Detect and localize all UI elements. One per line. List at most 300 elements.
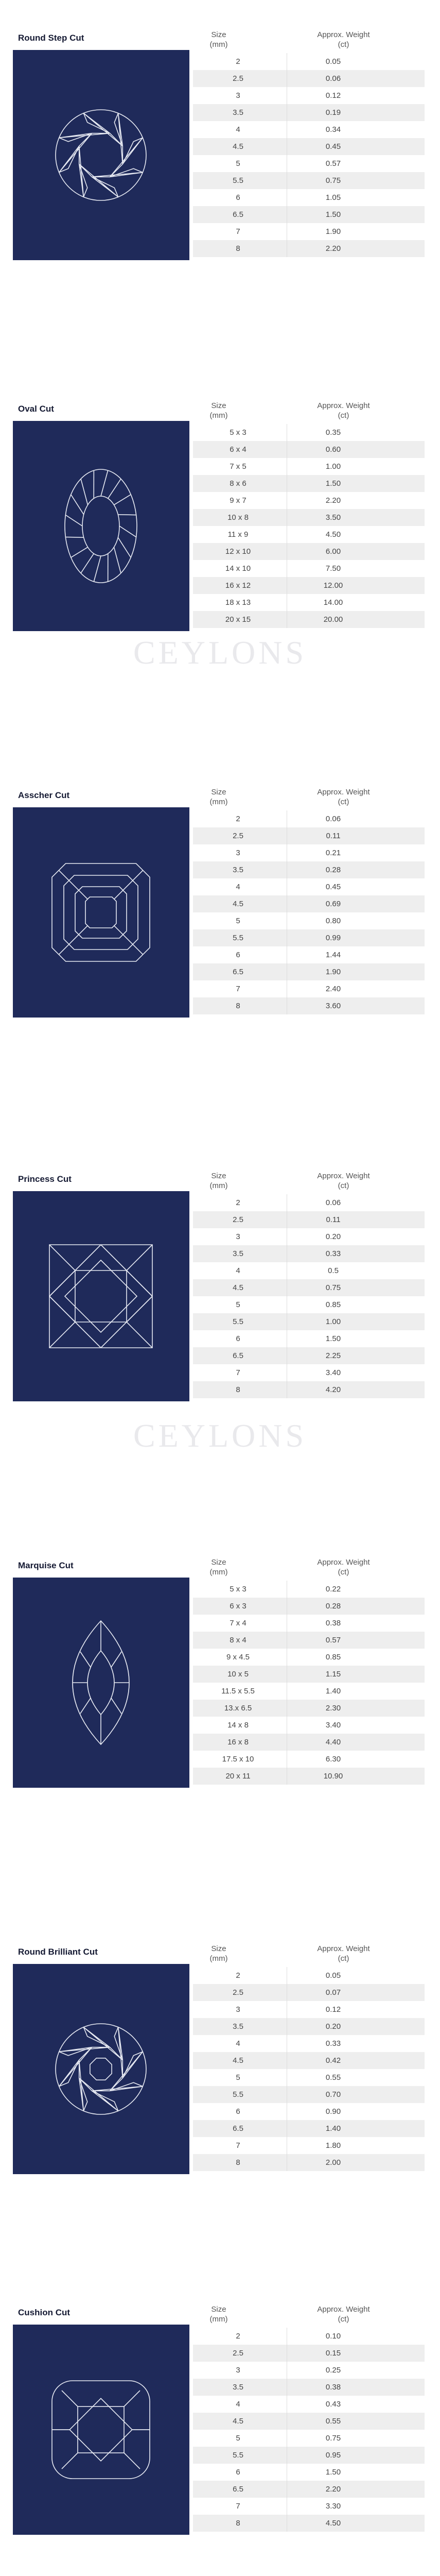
table-row: [193, 827, 425, 844]
weight-cell: 0.05: [325, 57, 341, 66]
size-cell: 3: [236, 849, 240, 857]
size-column-header: [196, 1171, 242, 1191]
size-cell: 17.5 x 10: [222, 1755, 254, 1764]
table-row: [193, 594, 425, 611]
size-cell: 4.5: [233, 2056, 243, 2065]
table-row: [193, 87, 425, 104]
size-cell: 11 x 9: [227, 530, 249, 539]
size-cell: 6: [236, 1334, 240, 1343]
table-row: [193, 1228, 425, 1245]
weight-cell: 0.45: [325, 883, 341, 891]
weight-cell: 0.15: [325, 2349, 341, 2358]
table-row: [193, 2052, 425, 2069]
weight-cell: 1.90: [325, 968, 341, 976]
weight-cell: 0.57: [325, 1636, 341, 1645]
weight-column-header: [298, 401, 389, 420]
table-row: [193, 929, 425, 946]
size-cell: 2: [236, 57, 240, 66]
weight-cell: 1.05: [325, 193, 341, 202]
weight-cell: 20.00: [323, 615, 343, 624]
cut-section: [0, 1141, 440, 1450]
table-row: [193, 1717, 425, 1734]
table-row: [193, 1364, 425, 1381]
table-row: [193, 2362, 425, 2379]
size-column-header: [196, 787, 242, 807]
size-cell: 4: [236, 1266, 240, 1275]
weight-cell: 2.25: [325, 1351, 341, 1360]
weight-cell: 0.95: [325, 2451, 341, 2460]
cut-diagram-panel: [13, 1578, 189, 1788]
table-row: [193, 1598, 425, 1615]
size-cell: 7: [236, 227, 240, 236]
table-row: [193, 1194, 425, 1211]
table-row: [193, 2137, 425, 2154]
size-cell: 4.5: [233, 1283, 243, 1292]
table-row: [193, 946, 425, 963]
table-row: [193, 2464, 425, 2481]
table-row: [193, 810, 425, 827]
size-cell: 7 x 4: [230, 1619, 247, 1628]
weight-header-label: Approx. Weight: [317, 2305, 370, 2314]
cut-section: [0, 1528, 440, 1837]
weight-cell: 4.20: [325, 1385, 341, 1394]
size-cell: 20 x 15: [225, 615, 251, 624]
weight-cell: 0.75: [325, 176, 341, 185]
asscher-cut-illustration: [52, 863, 150, 961]
size-cell: 4: [236, 2039, 240, 2048]
weight-cell: 0.06: [325, 74, 341, 83]
ceylons-watermark: CEYLONS: [133, 1417, 307, 1454]
weight-cell: 0.45: [325, 142, 341, 151]
table-row: [193, 2447, 425, 2464]
size-cell: 6.5: [233, 968, 243, 976]
size-header-unit: (mm): [209, 1568, 228, 1577]
size-cell: 5.5: [233, 176, 243, 185]
cut-title: Round Brilliant Cut: [18, 1947, 98, 1957]
weight-cell: 4.50: [325, 2519, 341, 2528]
weight-cell: 3.50: [325, 513, 341, 522]
table-row: [193, 155, 425, 172]
weight-cell: 0.10: [325, 2332, 341, 2341]
size-cell: 4.5: [233, 142, 243, 151]
size-column-header: [196, 1557, 242, 1577]
table-row: [193, 1632, 425, 1649]
weight-cell: 0.57: [325, 159, 341, 168]
size-cell: 5 x 3: [230, 428, 247, 437]
weight-cell: 7.50: [325, 564, 341, 573]
size-cell: 5: [236, 159, 240, 168]
cut-diagram-panel: [13, 421, 189, 631]
weight-cell: 1.50: [325, 1334, 341, 1343]
weight-cell: 1.80: [325, 2141, 341, 2150]
size-cell: 3.5: [233, 866, 243, 874]
size-cell: 8: [236, 2158, 240, 2167]
size-cell: 20 x 11: [225, 1772, 251, 1781]
princess-cut-illustration: [49, 1245, 152, 1348]
size-cell: 3: [236, 2005, 240, 2014]
table-row: [193, 1734, 425, 1751]
table-row: [193, 424, 425, 441]
size-cell: 5: [236, 1300, 240, 1309]
weight-cell: 0.11: [326, 1215, 341, 1224]
table-row: [193, 2379, 425, 2396]
marquise-cut-illustration: [73, 1621, 129, 1744]
cut-diagram-panel: [13, 807, 189, 1018]
ceylons-watermark: CEYLONS: [133, 634, 307, 671]
table-row: [193, 2345, 425, 2362]
table-row: [193, 861, 425, 878]
size-column-header: [196, 401, 242, 420]
weight-cell: 0.33: [325, 1249, 341, 1258]
table-row: [193, 1967, 425, 1984]
weight-cell: 0.42: [325, 2056, 341, 2065]
size-cell: 4.5: [233, 900, 243, 908]
weight-cell: 14.00: [323, 598, 343, 607]
weight-cell: 0.75: [325, 1283, 341, 1292]
size-cell: 12 x 10: [225, 547, 251, 556]
weight-cell: 0.20: [325, 1232, 341, 1241]
size-cell: 6.5: [233, 210, 243, 219]
size-cell: 2: [236, 1198, 240, 1207]
weight-cell: 0.19: [325, 108, 341, 117]
size-cell: 4: [236, 883, 240, 891]
size-cell: 7 x 5: [230, 462, 247, 471]
weight-header-label: Approx. Weight: [317, 30, 370, 39]
table-row: [193, 2413, 425, 2430]
weight-header-label: Approx. Weight: [317, 788, 370, 796]
weight-column-header: [298, 787, 389, 807]
size-cell: 7: [236, 2502, 240, 2511]
table-row: [193, 980, 425, 997]
table-row: [193, 526, 425, 543]
table-row: [193, 1347, 425, 1364]
table-row: [193, 1330, 425, 1347]
table-row: [193, 70, 425, 87]
table-row: [193, 104, 425, 121]
weight-header-unit: (ct): [338, 40, 349, 49]
table-row: [193, 1211, 425, 1228]
cut-title: Princess Cut: [18, 1174, 72, 1184]
size-cell: 3.5: [233, 2383, 243, 2392]
weight-header-unit: (ct): [338, 1181, 349, 1190]
weight-cell: 0.06: [325, 1198, 341, 1207]
size-cell: 5.5: [233, 1317, 243, 1326]
weight-cell: 0.55: [325, 2073, 341, 2082]
cut-title: Round Step Cut: [18, 33, 84, 43]
cut-diagram-panel: [13, 1964, 189, 2174]
table-row: [193, 543, 425, 560]
weight-cell: 0.55: [325, 2417, 341, 2426]
size-cell: 6: [236, 951, 240, 959]
size-cell: 5: [236, 2434, 240, 2443]
weight-cell: 6.00: [325, 547, 341, 556]
weight-column-header: [298, 1171, 389, 1191]
table-row: [193, 2035, 425, 2052]
weight-cell: 3.30: [325, 2502, 341, 2511]
size-cell: 8: [236, 1385, 240, 1394]
size-column-header: [196, 2304, 242, 2324]
weight-cell: 1.40: [325, 2124, 341, 2133]
size-column-header: [196, 30, 242, 49]
size-cell: 8: [236, 2519, 240, 2528]
weight-header-unit: (ct): [338, 1954, 349, 1963]
weight-cell: 1.00: [325, 462, 341, 471]
table-row: [193, 2515, 425, 2532]
size-cell: 14 x 10: [225, 564, 251, 573]
table-row: [193, 1683, 425, 1700]
table-row: [193, 240, 425, 257]
size-cell: 6.5: [233, 1351, 243, 1360]
cut-diagram: [13, 1191, 189, 1401]
cut-section: [0, 371, 440, 680]
table-row: [193, 2069, 425, 2086]
size-cell: 4: [236, 2400, 240, 2409]
size-cell: 10 x 8: [227, 513, 249, 522]
size-cell: 8 x 6: [230, 479, 247, 488]
size-cell: 3.5: [233, 1249, 243, 1258]
table-row: [193, 1245, 425, 1262]
cut-diagram: [13, 1964, 189, 2174]
oval-cut-illustration: [65, 469, 137, 583]
size-cell: 2: [236, 1971, 240, 1980]
size-cell: 6 x 4: [230, 445, 247, 454]
table-row: [193, 2120, 425, 2137]
table-row: [193, 963, 425, 980]
size-cell: 4.5: [233, 2417, 243, 2426]
size-header-label: Size: [211, 1944, 226, 1953]
weight-cell: 0.28: [325, 1602, 341, 1611]
size-cell: 14 x 8: [227, 1721, 249, 1730]
weight-cell: 0.38: [325, 2383, 341, 2392]
weight-cell: 10.90: [323, 1772, 343, 1781]
cut-diagram: [13, 50, 189, 260]
table-row: [193, 912, 425, 929]
table-row: [193, 2481, 425, 2498]
round-cut-illustration: [56, 110, 146, 200]
table-row: [193, 1768, 425, 1785]
size-cell: 6: [236, 2468, 240, 2477]
cut-section: [0, 1914, 440, 2223]
cut-diagram: [13, 1578, 189, 1788]
weight-cell: 4.40: [325, 1738, 341, 1747]
weight-header-label: Approx. Weight: [317, 1172, 370, 1180]
weight-column-header: [298, 1557, 389, 1577]
weight-cell: 1.00: [325, 1317, 341, 1326]
weight-cell: 0.35: [325, 428, 341, 437]
table-row: [193, 1262, 425, 1279]
table-row: [193, 441, 425, 458]
size-cell: 3: [236, 1232, 240, 1241]
weight-cell: 4.50: [325, 530, 341, 539]
size-cell: 3: [236, 2366, 240, 2375]
size-cell: 4: [236, 125, 240, 134]
weight-column-header: [298, 30, 389, 49]
cut-section: [0, 0, 440, 309]
table-row: [193, 1751, 425, 1768]
size-cell: 5 x 3: [230, 1585, 247, 1594]
table-row: [193, 223, 425, 240]
weight-cell: 6.30: [325, 1755, 341, 1764]
size-header-unit: (mm): [209, 1181, 228, 1190]
size-cell: 6: [236, 193, 240, 202]
weight-cell: 1.15: [325, 1670, 341, 1679]
weight-cell: 1.44: [325, 951, 341, 959]
size-header-unit: (mm): [209, 2315, 228, 2324]
weight-cell: 1.90: [325, 227, 341, 236]
size-cell: 13.x 6.5: [224, 1704, 252, 1713]
weight-cell: 0.70: [325, 2090, 341, 2099]
cut-diagram: [13, 421, 189, 631]
size-header-label: Size: [211, 1558, 226, 1567]
size-cell: 2.5: [233, 74, 243, 83]
table-row: [193, 895, 425, 912]
table-row: [193, 844, 425, 861]
weight-cell: 0.12: [325, 91, 341, 100]
cut-title: Cushion Cut: [18, 2308, 71, 2317]
weight-cell: 1.50: [325, 2468, 341, 2477]
brilliant-cut-illustration: [56, 2024, 146, 2114]
cut-title: Marquise Cut: [18, 1561, 74, 1570]
weight-cell: 12.00: [323, 581, 343, 590]
weight-cell: 0.38: [325, 1619, 341, 1628]
table-row: [193, 2018, 425, 2035]
weight-cell: 0.80: [325, 917, 341, 925]
size-header-unit: (mm): [209, 798, 228, 806]
weight-cell: 0.34: [325, 125, 341, 134]
weight-cell: 0.75: [325, 2434, 341, 2443]
weight-column-header: [298, 1944, 389, 1963]
weight-cell: 2.00: [325, 2158, 341, 2167]
size-cell: 16 x 8: [227, 1738, 249, 1747]
size-cell: 2.5: [233, 1988, 243, 1997]
weight-cell: 3.40: [325, 1368, 341, 1377]
weight-cell: 2.20: [325, 244, 341, 253]
table-row: [193, 189, 425, 206]
table-row: [193, 53, 425, 70]
weight-header-label: Approx. Weight: [317, 1944, 370, 1953]
size-header-label: Size: [211, 1172, 226, 1180]
size-cell: 5: [236, 2073, 240, 2082]
table-row: [193, 121, 425, 138]
weight-header-label: Approx. Weight: [317, 1558, 370, 1567]
size-cell: 2: [236, 815, 240, 823]
cut-diagram: [13, 807, 189, 1018]
table-row: [193, 2328, 425, 2345]
size-header-unit: (mm): [209, 411, 228, 420]
weight-cell: 0.25: [325, 2366, 341, 2375]
cut-diagram: [13, 2325, 189, 2535]
weight-cell: 0.12: [325, 2005, 341, 2014]
cut-title: Oval Cut: [18, 404, 54, 414]
weight-cell: 0.85: [325, 1653, 341, 1662]
table-row: [193, 509, 425, 526]
size-header-label: Size: [211, 788, 226, 796]
table-row: [193, 2154, 425, 2171]
size-cell: 2.5: [233, 832, 243, 840]
size-cell: 2.5: [233, 1215, 243, 1224]
weight-cell: 3.60: [325, 1002, 341, 1010]
size-header-unit: (mm): [209, 40, 228, 49]
cut-diagram-panel: [13, 1191, 189, 1401]
size-cell: 2: [236, 2332, 240, 2341]
size-cell: 3: [236, 91, 240, 100]
table-row: [193, 206, 425, 223]
weight-cell: 3.40: [325, 1721, 341, 1730]
table-row: [193, 1666, 425, 1683]
size-header-label: Size: [211, 401, 226, 410]
weight-cell: 0.21: [325, 849, 341, 857]
weight-cell: 2.20: [325, 2485, 341, 2494]
weight-cell: 0.11: [326, 832, 341, 840]
table-row: [193, 997, 425, 1014]
weight-cell: 1.50: [325, 210, 341, 219]
table-row: [193, 1984, 425, 2001]
size-cell: 7: [236, 985, 240, 993]
weight-cell: 2.40: [325, 985, 341, 993]
size-cell: 18 x 13: [225, 598, 251, 607]
size-cell: 11.5 x 5.5: [221, 1687, 255, 1696]
table-row: [193, 1313, 425, 1330]
weight-cell: 0.05: [325, 1971, 341, 1980]
size-cell: 16 x 12: [225, 581, 251, 590]
weight-cell: 0.60: [325, 445, 341, 454]
table-row: [193, 1649, 425, 1666]
cut-diagram-panel: [13, 2325, 189, 2535]
weight-column-header: [298, 2304, 389, 2324]
weight-cell: 0.5: [328, 1266, 339, 1275]
table-row: [193, 172, 425, 189]
size-cell: 5.5: [233, 2451, 243, 2460]
table-row: [193, 2001, 425, 2018]
cut-diagram-panel: [13, 50, 189, 260]
size-cell: 9 x 4.5: [226, 1653, 250, 1662]
size-cell: 8: [236, 1002, 240, 1010]
size-cell: 6.5: [233, 2124, 243, 2133]
size-cell: 7: [236, 2141, 240, 2150]
table-row: [193, 878, 425, 895]
size-cell: 3.5: [233, 108, 243, 117]
size-column-header: [196, 1944, 242, 1963]
weight-cell: 1.40: [325, 1687, 341, 1696]
table-row: [193, 2498, 425, 2515]
cushion-cut-illustration: [52, 2381, 150, 2479]
weight-header-unit: (ct): [338, 411, 349, 420]
size-cell: 3.5: [233, 2022, 243, 2031]
weight-header-unit: (ct): [338, 1568, 349, 1577]
weight-cell: 0.07: [325, 1988, 341, 1997]
cut-section: [0, 757, 440, 1066]
weight-header-unit: (ct): [338, 2315, 349, 2324]
weight-cell: 0.28: [325, 866, 341, 874]
size-cell: 2.5: [233, 2349, 243, 2358]
table-row: [193, 1296, 425, 1313]
table-row: [193, 577, 425, 594]
cut-section: [0, 2275, 440, 2576]
table-row: [193, 2396, 425, 2413]
table-row: [193, 1581, 425, 1598]
table-row: [193, 2086, 425, 2103]
size-cell: 7: [236, 1368, 240, 1377]
weight-cell: 0.22: [325, 1585, 341, 1594]
weight-cell: 2.20: [325, 496, 341, 505]
table-row: [193, 138, 425, 155]
table-row: [193, 458, 425, 475]
weight-cell: 0.99: [325, 934, 341, 942]
table-row: [193, 1615, 425, 1632]
weight-header-unit: (ct): [338, 798, 349, 806]
table-row: [193, 560, 425, 577]
table-row: [193, 492, 425, 509]
